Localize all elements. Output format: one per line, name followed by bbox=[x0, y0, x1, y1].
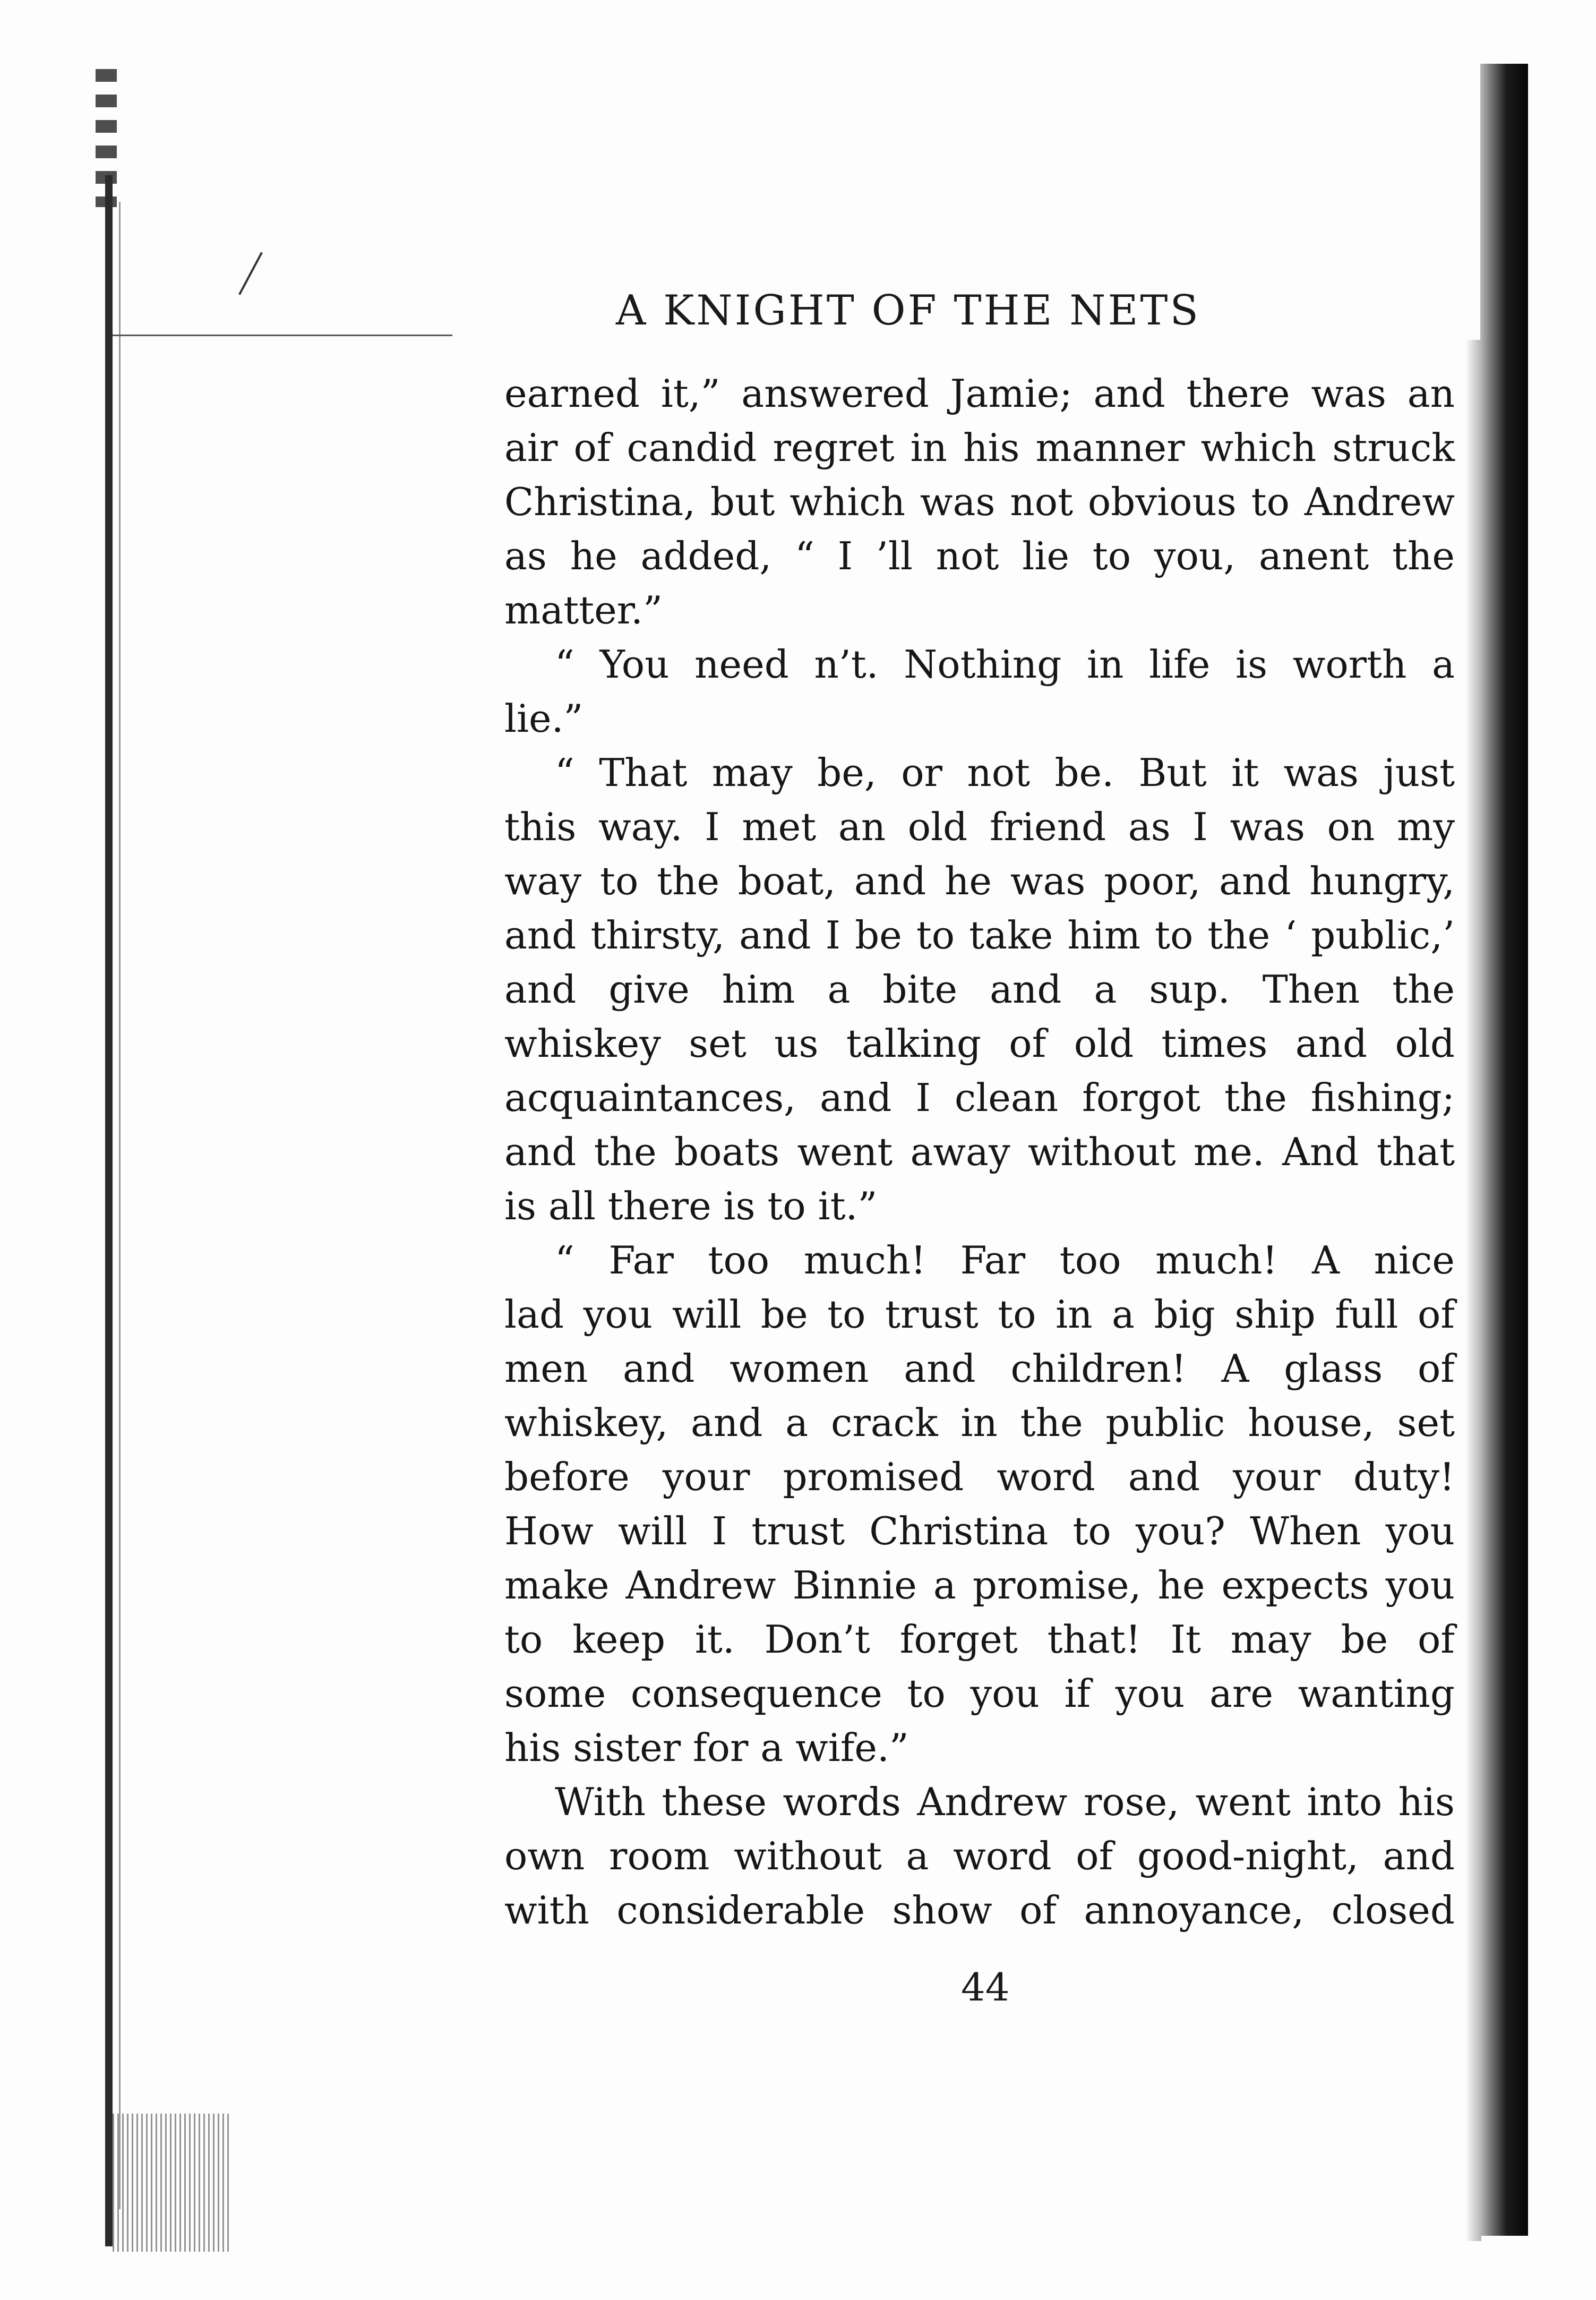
text-line: earned it,” answered Jamie; and there was an bbox=[504, 371, 1455, 416]
page-number: 44 bbox=[961, 1965, 1010, 2010]
text-line: and thirsty, and I be to take him to the ‘ public,’ bbox=[504, 913, 1455, 957]
text-line: With these words Andrew rose, went into his bbox=[555, 1780, 1455, 1824]
scan-binding-line bbox=[119, 202, 121, 2209]
text-line: “ That may be, or not be. But it was just bbox=[555, 750, 1455, 795]
scan-binding-edge bbox=[105, 175, 113, 2246]
text-line: How will I trust Christina to you? When you bbox=[504, 1509, 1455, 1553]
text-line: with considerable show of annoyance, closed bbox=[504, 1888, 1455, 1933]
text-line: make Andrew Binnie a promise, he expects you bbox=[504, 1563, 1455, 1608]
scan-pencil-mark bbox=[238, 252, 263, 295]
text-line: whiskey set us talking of old times and old bbox=[504, 1021, 1455, 1066]
text-line: acquaintances, and I clean forgot the fishing; bbox=[504, 1075, 1455, 1120]
text-line: is all there is to it.” bbox=[504, 1184, 878, 1228]
text-line: “ Far too much! Far too much! A nice bbox=[555, 1238, 1455, 1282]
text-line: and the boats went away without me. And that bbox=[504, 1130, 1455, 1174]
text-line: lad you will be to trust to in a big ship full of bbox=[504, 1292, 1455, 1337]
running-head: A KNIGHT OF THE NETS bbox=[616, 287, 1200, 335]
scan-shadow bbox=[1465, 340, 1481, 2241]
text-line: lie.” bbox=[504, 696, 584, 741]
text-line: and give him a bite and a sup. Then the bbox=[504, 967, 1455, 1012]
text-line: own room without a word of good-night, and bbox=[504, 1834, 1455, 1878]
text-line: to keep it. Don’t forget that! It may be of bbox=[504, 1617, 1455, 1662]
text-line: men and women and children! A glass of bbox=[504, 1346, 1455, 1391]
body-text bbox=[504, 366, 1455, 1937]
text-line: before your promised word and your duty! bbox=[504, 1455, 1455, 1499]
text-line: way to the boat, and he was poor, and hungry, bbox=[504, 859, 1455, 903]
text-line: his sister for a wife.” bbox=[504, 1725, 909, 1770]
text-line: “ You need n’t. Nothing in life is worth a bbox=[555, 642, 1455, 687]
scan-header-mark bbox=[113, 335, 452, 336]
text-line: air of candid regret in his manner which struck bbox=[504, 425, 1455, 470]
text-line: some consequence to you if you are wanting bbox=[504, 1671, 1455, 1716]
text-line: whiskey, and a crack in the public house, set bbox=[504, 1400, 1455, 1445]
text-line: matter.” bbox=[504, 588, 663, 632]
scan-page-edge-shadow bbox=[1480, 64, 1528, 2236]
scan-corner-artifact-bottom bbox=[113, 2114, 229, 2252]
text-line: Christina, but which was not obvious to Andrew bbox=[504, 480, 1455, 524]
text-line: this way. I met an old friend as I was on my bbox=[504, 805, 1455, 849]
text-line: as he added, “ I ’ll not lie to you, anent the bbox=[504, 534, 1455, 578]
